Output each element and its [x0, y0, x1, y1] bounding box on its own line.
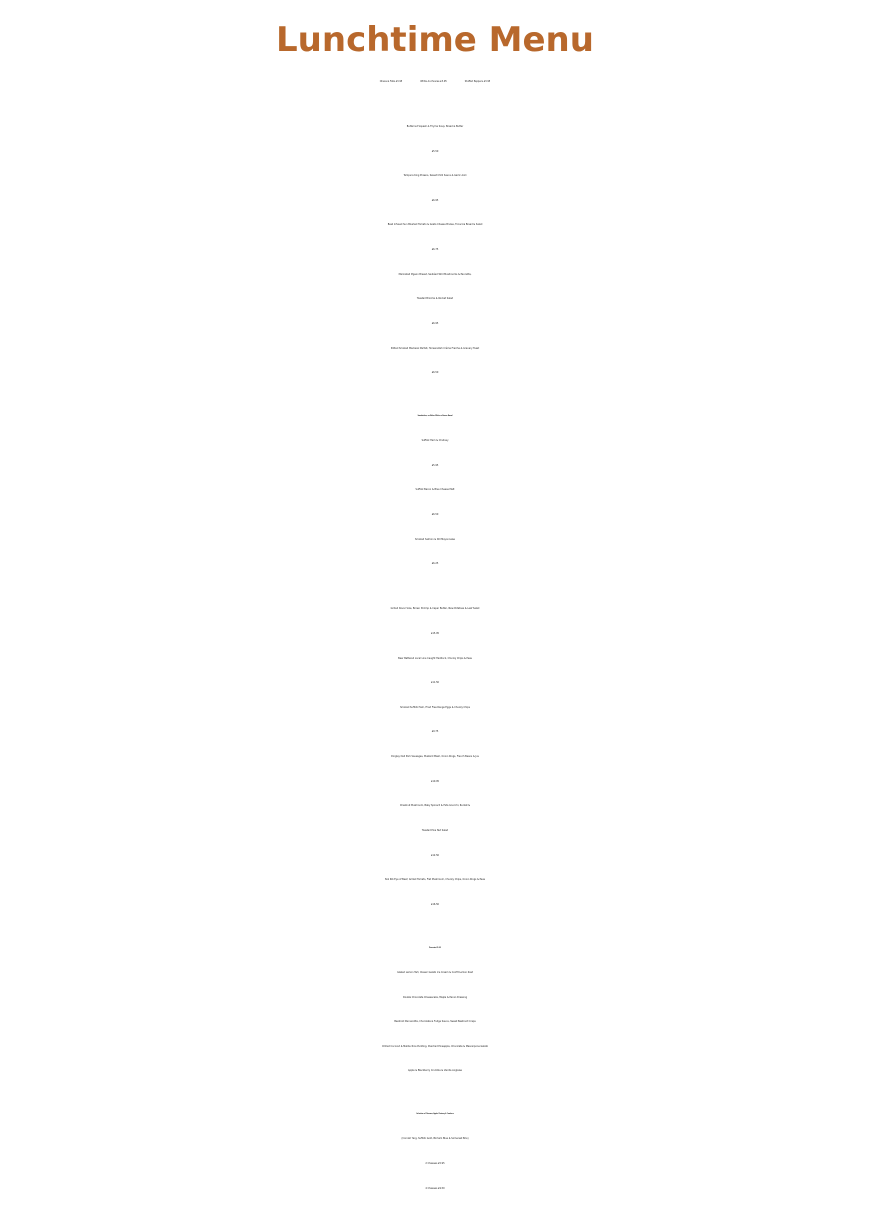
- sandwich-name: Smoked Salmon & Dill Mayonnaise: [415, 538, 455, 541]
- dessert-item: Glazed Lemon Tart, Classic Gelato Ice Cream & Confit Lemon Zest: [397, 971, 473, 974]
- nibble-item: Olives & Feta £3.95: [379, 80, 403, 83]
- main-name: Grilled Dover Sole, Brown Shrimp & Caper Butter, New Potatoes & Leaf Salad: [390, 607, 480, 610]
- starter-name: Basil Infused Sun Blushed Tomato & Goats Cheese Brulee, Focaccia Bread & Salad: [387, 223, 483, 226]
- divider: [0, 919, 870, 933]
- divider: [0, 578, 870, 592]
- starter-name-continued: Toasted Brioche & Rocket Salad: [416, 297, 454, 300]
- main-name: Beer Battered Local Line Caught Haddock, Chunky Chips & Peas: [398, 657, 472, 660]
- cheese-option: 2 Cheeses £5.95: [425, 1162, 445, 1165]
- sandwich-price: £5.95: [431, 464, 439, 467]
- divider: [0, 96, 870, 110]
- starter-price: £5.50: [431, 150, 439, 153]
- desserts-heading: Desserts £5.95: [429, 948, 441, 949]
- main-price: £11.50: [430, 681, 440, 684]
- starter-name: Butternut Squash & Thyme Soup, Bread & Butter: [406, 125, 464, 128]
- starter-name: Potted Smoked Mackerel Parfait, Horseradish Crème Fraiche & Granary Toast: [390, 347, 480, 350]
- sandwiches-heading: Sandwiches, on Either White or Brown Bread: [417, 416, 453, 417]
- starter-price: £6.75: [431, 248, 439, 251]
- starter-name: Tempura King Prawns, Sweet Chilli Sauce & Garlic Aioli: [403, 174, 467, 177]
- divider: [0, 1085, 870, 1099]
- dessert-item: Beetroot Pannacotta, Chocolate & Fudge Sauce, Sweet Beetroot Crisps: [394, 1020, 476, 1023]
- dessert-item: Apple & Blackberry Crumble & Vanilla Anglaise: [408, 1069, 462, 1072]
- cheese-varieties: (Cornish Yarg, Suffolk Gold, Binham Blue & Somerset Brie): [401, 1137, 469, 1140]
- main-name-continued: Toasted Pine Nut Salad: [421, 829, 449, 832]
- sandwich-name: Suffolk Ham & Chutney: [421, 439, 449, 442]
- sandwich-price: £6.50: [431, 513, 439, 516]
- sandwich-price: £6.25: [431, 562, 439, 565]
- divider: [0, 387, 870, 401]
- dessert-item: Chilled Coconut & Malibu Rice Pudding, Poached Pineapple, Chocolate & Mascarpone Gelato: [381, 1045, 489, 1048]
- cheese-option: 4 Cheeses £9.50: [425, 1187, 445, 1190]
- dessert-item: Double Chocolate Cheesecake, Maple & Pecan Dressing: [402, 996, 468, 999]
- main-name: Chestnut Mushroom, Baby Spinach & Feta Gnocchi, Rocket &: [399, 804, 471, 807]
- main-name: Smoked Suffolk Ham, Fried Free Range Eggs & Chunky Chips: [400, 706, 470, 709]
- nibbles-line: [0, 72, 870, 92]
- starter-price: £6.50: [431, 371, 439, 374]
- menu-title: Lunchtime Menu: [276, 20, 594, 60]
- starter-price: £6.95: [431, 322, 439, 325]
- nibble-item: Stuffed Peppers £3.95: [464, 80, 491, 83]
- main-price: £9.75: [431, 730, 439, 733]
- sandwich-name: Suffolk Bacon & Blue Cheese Melt: [415, 488, 455, 491]
- main-price: £10.95: [430, 780, 440, 783]
- main-price: £15.95: [430, 632, 440, 635]
- starter-name: Marinated Pigeon Breast, Sautéed Wild Mushrooms & Pancetta,: [398, 273, 472, 276]
- main-name: Dingley Dell Pork Sausages, Mustard Mash, Onion Rings, French Beans & Jus: [391, 755, 479, 758]
- nibble-item: White Anchovies £3.95: [420, 80, 447, 83]
- main-name: 8oz Rib Eye of Beef, Grilled Tomato, Flat Mushroom, Chunky Chips, Onion Rings & Peas: [385, 878, 485, 881]
- main-price: £12.50: [430, 854, 440, 857]
- cheese-heading: Selection of Cheeses, Apple Chutney & Crackers: [416, 1114, 454, 1115]
- main-price: £16.50: [430, 903, 440, 906]
- starter-price: £6.95: [431, 199, 439, 202]
